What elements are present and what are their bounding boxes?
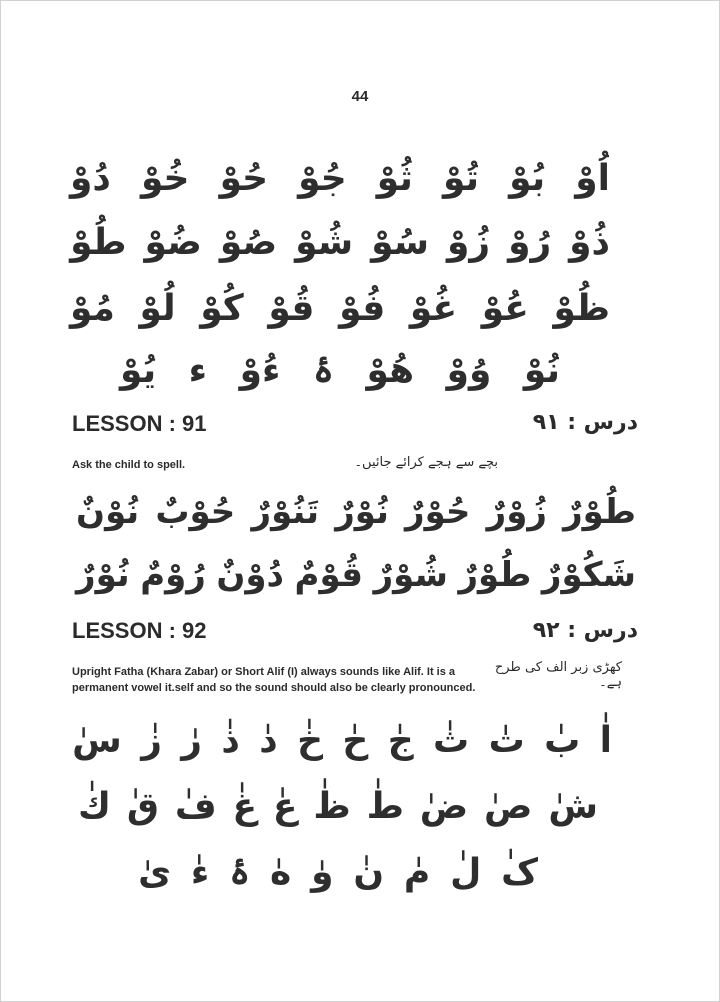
syllable: فُوْ — [339, 288, 386, 329]
syllable-row-3 — [70, 288, 610, 329]
syllable: عُوْ — [481, 288, 529, 329]
letter: تٰ — [488, 720, 525, 761]
word: حُوْرٌ — [405, 492, 471, 532]
syllable: مُوْ — [70, 288, 115, 329]
letter: کٰ — [501, 852, 538, 893]
letter: ۂ — [229, 852, 251, 893]
word: دُوْنٌ — [216, 555, 285, 595]
letter: جٰ — [387, 720, 414, 761]
syllable: جُوْ — [298, 158, 347, 199]
letter: زٰ — [141, 720, 162, 761]
letter: ضٰ — [419, 786, 469, 827]
letter: فٰ — [174, 786, 217, 827]
letter: نٰ — [353, 852, 385, 893]
syllable: حُوْ — [219, 158, 269, 199]
word: حُوْبٌ — [155, 492, 236, 532]
syllable: ظُوْ — [553, 288, 610, 329]
letter-row-2 — [78, 786, 598, 827]
syllable: طُوْ — [70, 222, 127, 263]
syllable: ثُوْ — [376, 158, 413, 199]
letter-row-1 — [72, 720, 612, 761]
syllable: زُوْ — [447, 222, 491, 263]
letter: مٰ — [403, 852, 431, 893]
letter: یٰ — [138, 852, 172, 893]
syllable: شُوْ — [295, 222, 354, 263]
word: نُوْنٌ — [76, 492, 140, 532]
syllable: کُوْ — [200, 288, 244, 329]
syllable: لُوْ — [139, 288, 176, 329]
letter: ءٰ — [190, 852, 210, 893]
syllable: غُوْ — [409, 288, 458, 329]
syllable: تُوْ — [442, 158, 480, 199]
lesson-92-urdu-title: درس : ۹۲ — [532, 618, 638, 643]
letter: غٰ — [232, 786, 258, 827]
syllable: ءُوْ — [239, 350, 281, 391]
syllable: وُوْ — [446, 350, 492, 391]
word: تَنُوْرٌ — [251, 492, 320, 532]
syllable: سُوْ — [371, 222, 430, 263]
word-row-2 — [76, 555, 636, 595]
syllable: قُوْ — [268, 288, 315, 329]
syllable-row-1 — [70, 158, 610, 199]
letter: اٰ — [599, 720, 612, 761]
letter: رٰ — [181, 720, 203, 761]
syllable: ء — [188, 350, 208, 391]
letter: صٰ — [484, 786, 533, 827]
syllable: اُوْ — [575, 158, 610, 199]
lesson-92-note-ur: کھڑی زبر الف کی طرح ہے۔ — [494, 660, 622, 690]
letter: كٰ — [78, 786, 111, 827]
page-number: 44 — [351, 88, 369, 105]
lesson-92-note-en: Upright Fatha (Khara Zabar) or Short Alif (I) always sounds like Alif. It is a permanent vowel it.self and so the sound should also be clearly pronounced. — [72, 666, 476, 694]
syllable: ضُوْ — [144, 222, 202, 263]
letter: خٰ — [297, 720, 324, 761]
letter: عٰ — [272, 786, 298, 827]
letter: طٰ — [366, 786, 404, 827]
word: طُوْرٌ — [563, 492, 636, 532]
letter: ثٰ — [433, 720, 470, 761]
word: شَکُوْرٌ — [541, 555, 636, 595]
letter: دٰ — [259, 720, 278, 761]
lesson-91-instruction-en: Ask the child to spell. — [72, 459, 186, 471]
lesson-91-instruction-ur: بچے سے ہجے کرائے جائیں۔ — [354, 455, 498, 470]
word: زُوْرٌ — [486, 492, 547, 532]
syllable: ۂ — [312, 350, 335, 391]
word-row-1 — [76, 492, 636, 532]
letter: وٰ — [311, 852, 334, 893]
letter: ظٰ — [313, 786, 351, 827]
word: نُوْرٌ — [76, 555, 130, 595]
letter: سٰ — [72, 720, 122, 761]
word: قُوْمٌ — [294, 555, 364, 595]
syllable-row-4 — [120, 350, 560, 391]
word: شُوْرٌ — [373, 555, 448, 595]
letter: بٰ — [544, 720, 581, 761]
syllable: خُوْ — [140, 158, 190, 199]
letter: ذٰ — [221, 720, 240, 761]
syllable: نُوْ — [523, 350, 560, 391]
syllable: دُوْ — [70, 158, 111, 199]
word: نُوْرٌ — [335, 492, 389, 532]
syllable: صُوْ — [219, 222, 278, 263]
word: رُوْمٌ — [140, 555, 206, 595]
lesson-91-title: LESSON : 91 — [72, 411, 207, 436]
letter: لٰ — [450, 852, 482, 893]
letter-row-3 — [138, 852, 538, 893]
syllable: بُوْ — [509, 158, 546, 199]
letter: قٰ — [126, 786, 160, 827]
syllable: رُوْ — [508, 222, 552, 263]
syllable: یُوْ — [120, 350, 157, 391]
syllable-row-2 — [70, 222, 610, 263]
lesson-92-title: LESSON : 92 — [72, 618, 207, 643]
letter: شٰ — [548, 786, 598, 827]
letter: هٰ — [270, 852, 292, 893]
syllable: هُوْ — [366, 350, 415, 391]
syllable: ذُوْ — [569, 222, 610, 263]
letter: حٰ — [342, 720, 369, 761]
lesson-91-urdu-title: درس : ۹۱ — [532, 410, 638, 435]
word: طُوْرٌ — [458, 555, 532, 595]
